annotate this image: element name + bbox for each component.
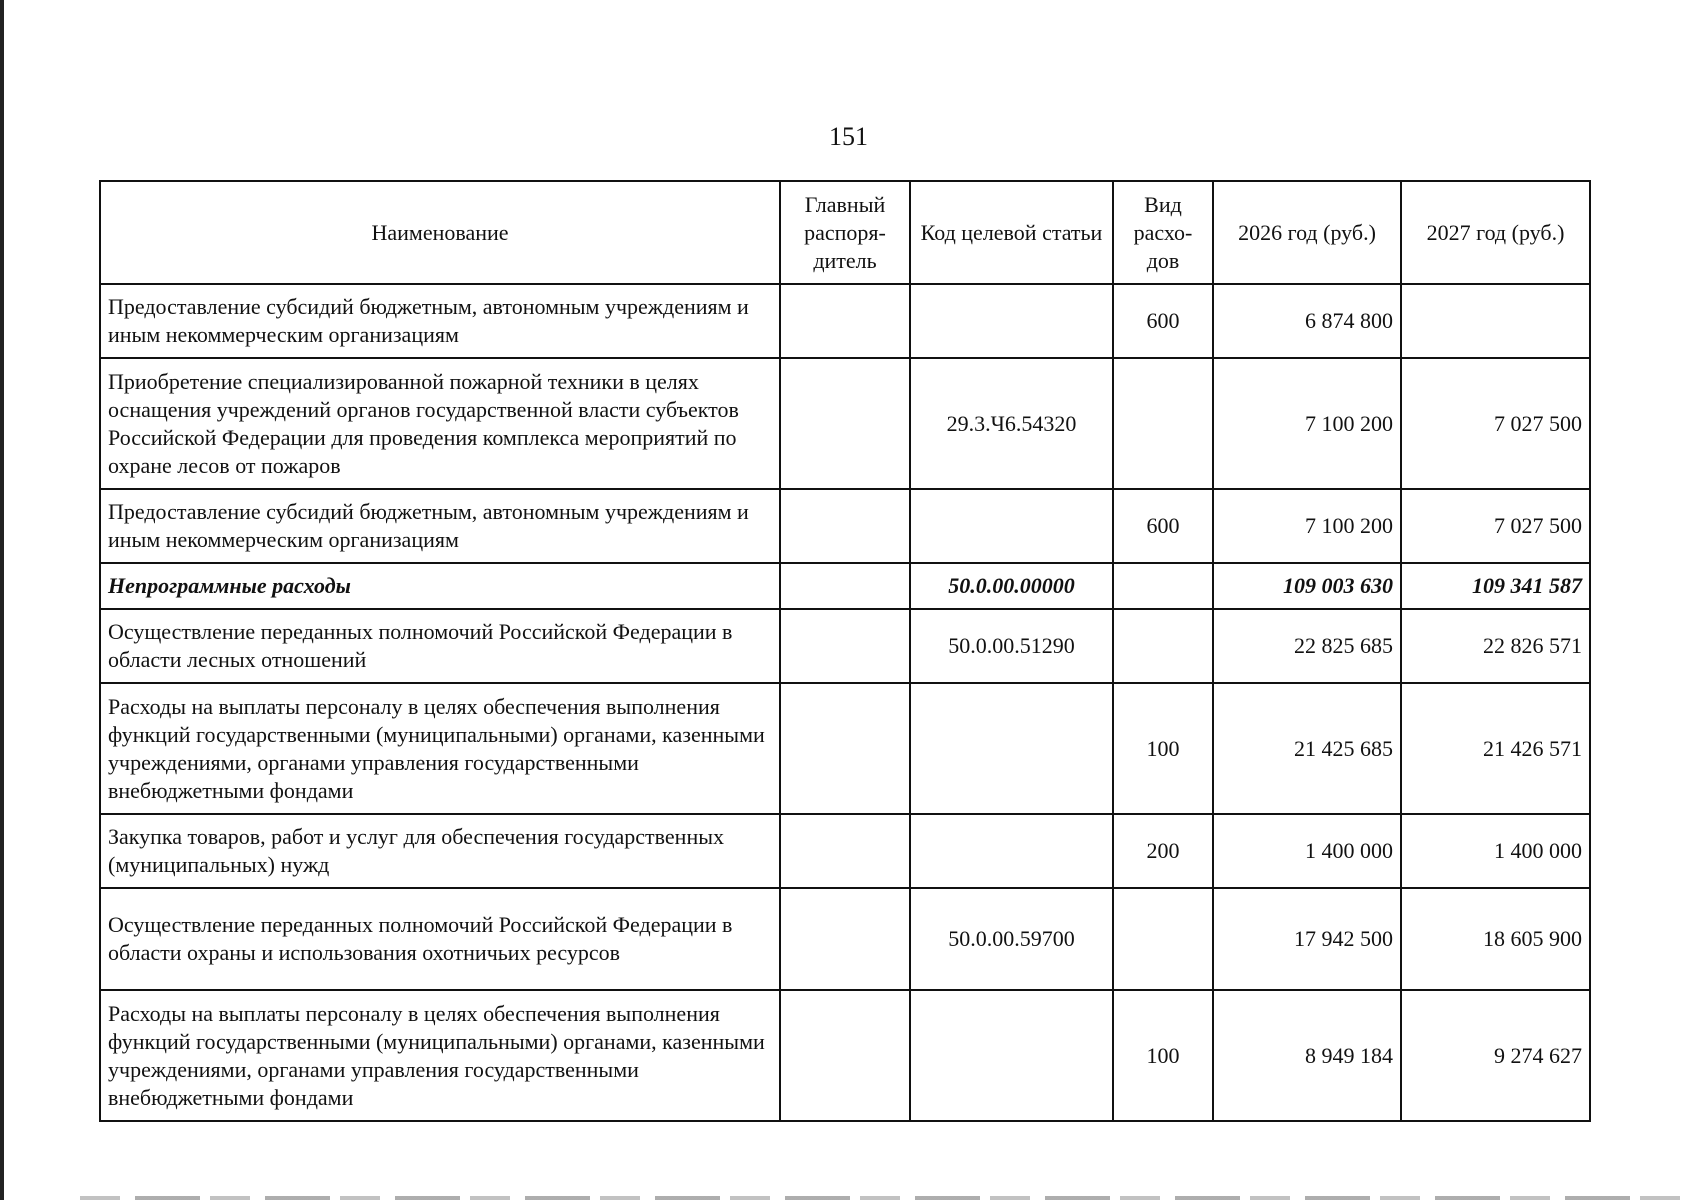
header-y2027: 2027 год (руб.) bbox=[1401, 181, 1590, 284]
row-admin bbox=[780, 609, 910, 683]
row-name: Расходы на выплаты персоналу в целях обеспечения выполнения функций государственными (муниципальными) органами, казенными учреждениями, органами управления государственными внебюджетными фондами bbox=[100, 683, 780, 814]
scan-artifact-bottom bbox=[80, 1196, 1680, 1200]
row-y2026: 21 425 685 bbox=[1213, 683, 1401, 814]
row-y2027: 18 605 900 bbox=[1401, 888, 1590, 990]
table-row-section bbox=[100, 563, 1590, 609]
row-y2026: 7 100 200 bbox=[1213, 489, 1401, 563]
row-kind: 600 bbox=[1113, 489, 1213, 563]
budget-table bbox=[99, 180, 1591, 1122]
row-kind bbox=[1113, 358, 1213, 489]
row-kind bbox=[1113, 888, 1213, 990]
row-kind: 100 bbox=[1113, 683, 1213, 814]
row-kind bbox=[1113, 609, 1213, 683]
row-code: 50.0.00.00000 bbox=[910, 563, 1113, 609]
row-admin bbox=[780, 563, 910, 609]
row-name: Осуществление переданных полномочий Российской Федерации в области охраны и использования охотничьих ресурсов bbox=[100, 888, 780, 990]
row-code bbox=[910, 814, 1113, 888]
row-y2027 bbox=[1401, 284, 1590, 358]
table-row bbox=[100, 814, 1590, 888]
row-kind: 100 bbox=[1113, 990, 1213, 1121]
row-name: Предоставление субсидий бюджетным, автономным учреждениям и иным некоммерческим организациям bbox=[100, 284, 780, 358]
row-y2027: 9 274 627 bbox=[1401, 990, 1590, 1121]
row-name: Закупка товаров, работ и услуг для обеспечения государственных (муниципальных) нужд bbox=[100, 814, 780, 888]
row-y2026: 6 874 800 bbox=[1213, 284, 1401, 358]
row-admin bbox=[780, 489, 910, 563]
table-header-row bbox=[100, 181, 1590, 284]
row-y2026: 109 003 630 bbox=[1213, 563, 1401, 609]
header-name: Наименование bbox=[100, 181, 780, 284]
table-row bbox=[100, 888, 1590, 990]
row-kind: 600 bbox=[1113, 284, 1213, 358]
row-y2027: 7 027 500 bbox=[1401, 358, 1590, 489]
row-y2027: 1 400 000 bbox=[1401, 814, 1590, 888]
row-y2027: 109 341 587 bbox=[1401, 563, 1590, 609]
row-code: 50.0.00.59700 bbox=[910, 888, 1113, 990]
row-code: 29.3.Ч6.54320 bbox=[910, 358, 1113, 489]
row-y2026: 1 400 000 bbox=[1213, 814, 1401, 888]
table-row bbox=[100, 489, 1590, 563]
row-name: Расходы на выплаты персоналу в целях обеспечения выполнения функций государственными (муниципальными) органами, казенными учреждениями, органами управления государственными внебюджетными фондами bbox=[100, 990, 780, 1121]
row-admin bbox=[780, 683, 910, 814]
row-name: Предоставление субсидий бюджетным, автономным учреждениям и иным некоммерческим организациям bbox=[100, 489, 780, 563]
row-admin bbox=[780, 990, 910, 1121]
header-y2026: 2026 год (руб.) bbox=[1213, 181, 1401, 284]
table-row bbox=[100, 609, 1590, 683]
row-admin bbox=[780, 814, 910, 888]
row-y2026: 17 942 500 bbox=[1213, 888, 1401, 990]
row-name: Осуществление переданных полномочий Российской Федерации в области лесных отношений bbox=[100, 609, 780, 683]
row-code: 50.0.00.51290 bbox=[910, 609, 1113, 683]
row-y2026: 7 100 200 bbox=[1213, 358, 1401, 489]
row-name: Непрограммные расходы bbox=[100, 563, 780, 609]
header-kind: Вид расхо-дов bbox=[1113, 181, 1213, 284]
row-y2027: 21 426 571 bbox=[1401, 683, 1590, 814]
row-code bbox=[910, 990, 1113, 1121]
row-name: Приобретение специализированной пожарной техники в целях оснащения учреждений органов государственной власти субъектов Российской Федерации для проведения комплекса мероприятий по охране лесов от пожаров bbox=[100, 358, 780, 489]
table-row bbox=[100, 683, 1590, 814]
row-code bbox=[910, 489, 1113, 563]
row-y2026: 22 825 685 bbox=[1213, 609, 1401, 683]
table-row bbox=[100, 990, 1590, 1121]
header-admin: Главный распоря-дитель bbox=[780, 181, 910, 284]
header-code: Код целевой статьи bbox=[910, 181, 1113, 284]
table-row bbox=[100, 284, 1590, 358]
scan-edge bbox=[0, 0, 4, 1200]
row-kind: 200 bbox=[1113, 814, 1213, 888]
row-admin bbox=[780, 284, 910, 358]
row-y2027: 22 826 571 bbox=[1401, 609, 1590, 683]
row-y2026: 8 949 184 bbox=[1213, 990, 1401, 1121]
table-row bbox=[100, 358, 1590, 489]
row-admin bbox=[780, 888, 910, 990]
row-code bbox=[910, 683, 1113, 814]
row-y2027: 7 027 500 bbox=[1401, 489, 1590, 563]
page-number: 151 bbox=[829, 122, 868, 151]
row-code bbox=[910, 284, 1113, 358]
row-kind bbox=[1113, 563, 1213, 609]
row-admin bbox=[780, 358, 910, 489]
